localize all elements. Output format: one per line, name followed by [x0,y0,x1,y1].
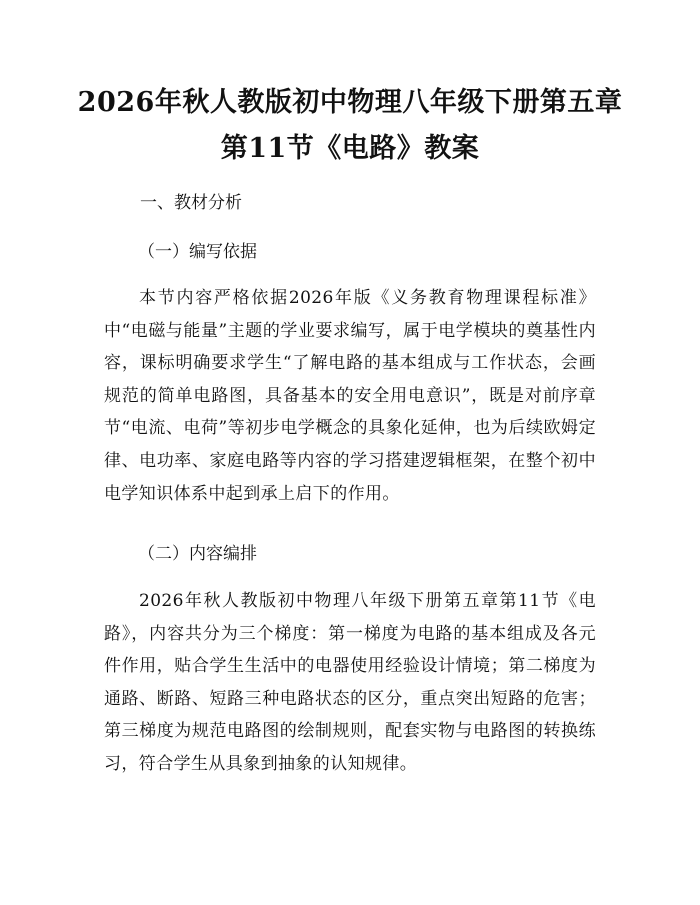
section-heading-textbook-analysis: 一、教材分析 [140,193,242,213]
document-title-line-2: 第11节《电路》教案 [220,133,480,164]
paragraph-basis: 本节内容严格依据2026年版《义务教育物理课程标准》中“电磁与能量”主题的学业要求编写，属于电学模块的奠基性内容，课标明确要求学生“了解电路的基本组成与工作状态，会画规范的简单电路图，具备基本的安全用电意识”，既是对前序章节“电流、电荷”等初步电学概念的具象化延伸，也为后续欧姆定律、电功率、家庭电路等内容的学习搭建逻辑框架，在整个初中电学知识体系中起到承上启下的作用。 [104,288,596,504]
subsection-heading-basis: （一）编写依据 [138,242,257,262]
subsection-heading-arrangement: （二）内容编排 [138,544,257,564]
paragraph-arrangement: 2026年秋人教版初中物理八年级下册第五章第11节《电路》，内容共分为三个梯度：第一梯度为电路的基本组成及各元件作用，贴合学生生活中的电器使用经验设计情境；第二梯度为通路、断路、短路三种电路状态的区分，重点突出短路的危害；第三梯度为规范电路图的绘制规则，配套实物与电路图的转换练习，符合学生从具象到抽象的认知规律。 [104,591,596,774]
document-title-line-1: 2026年秋人教版初中物理八年级下册第五章 [77,87,623,118]
